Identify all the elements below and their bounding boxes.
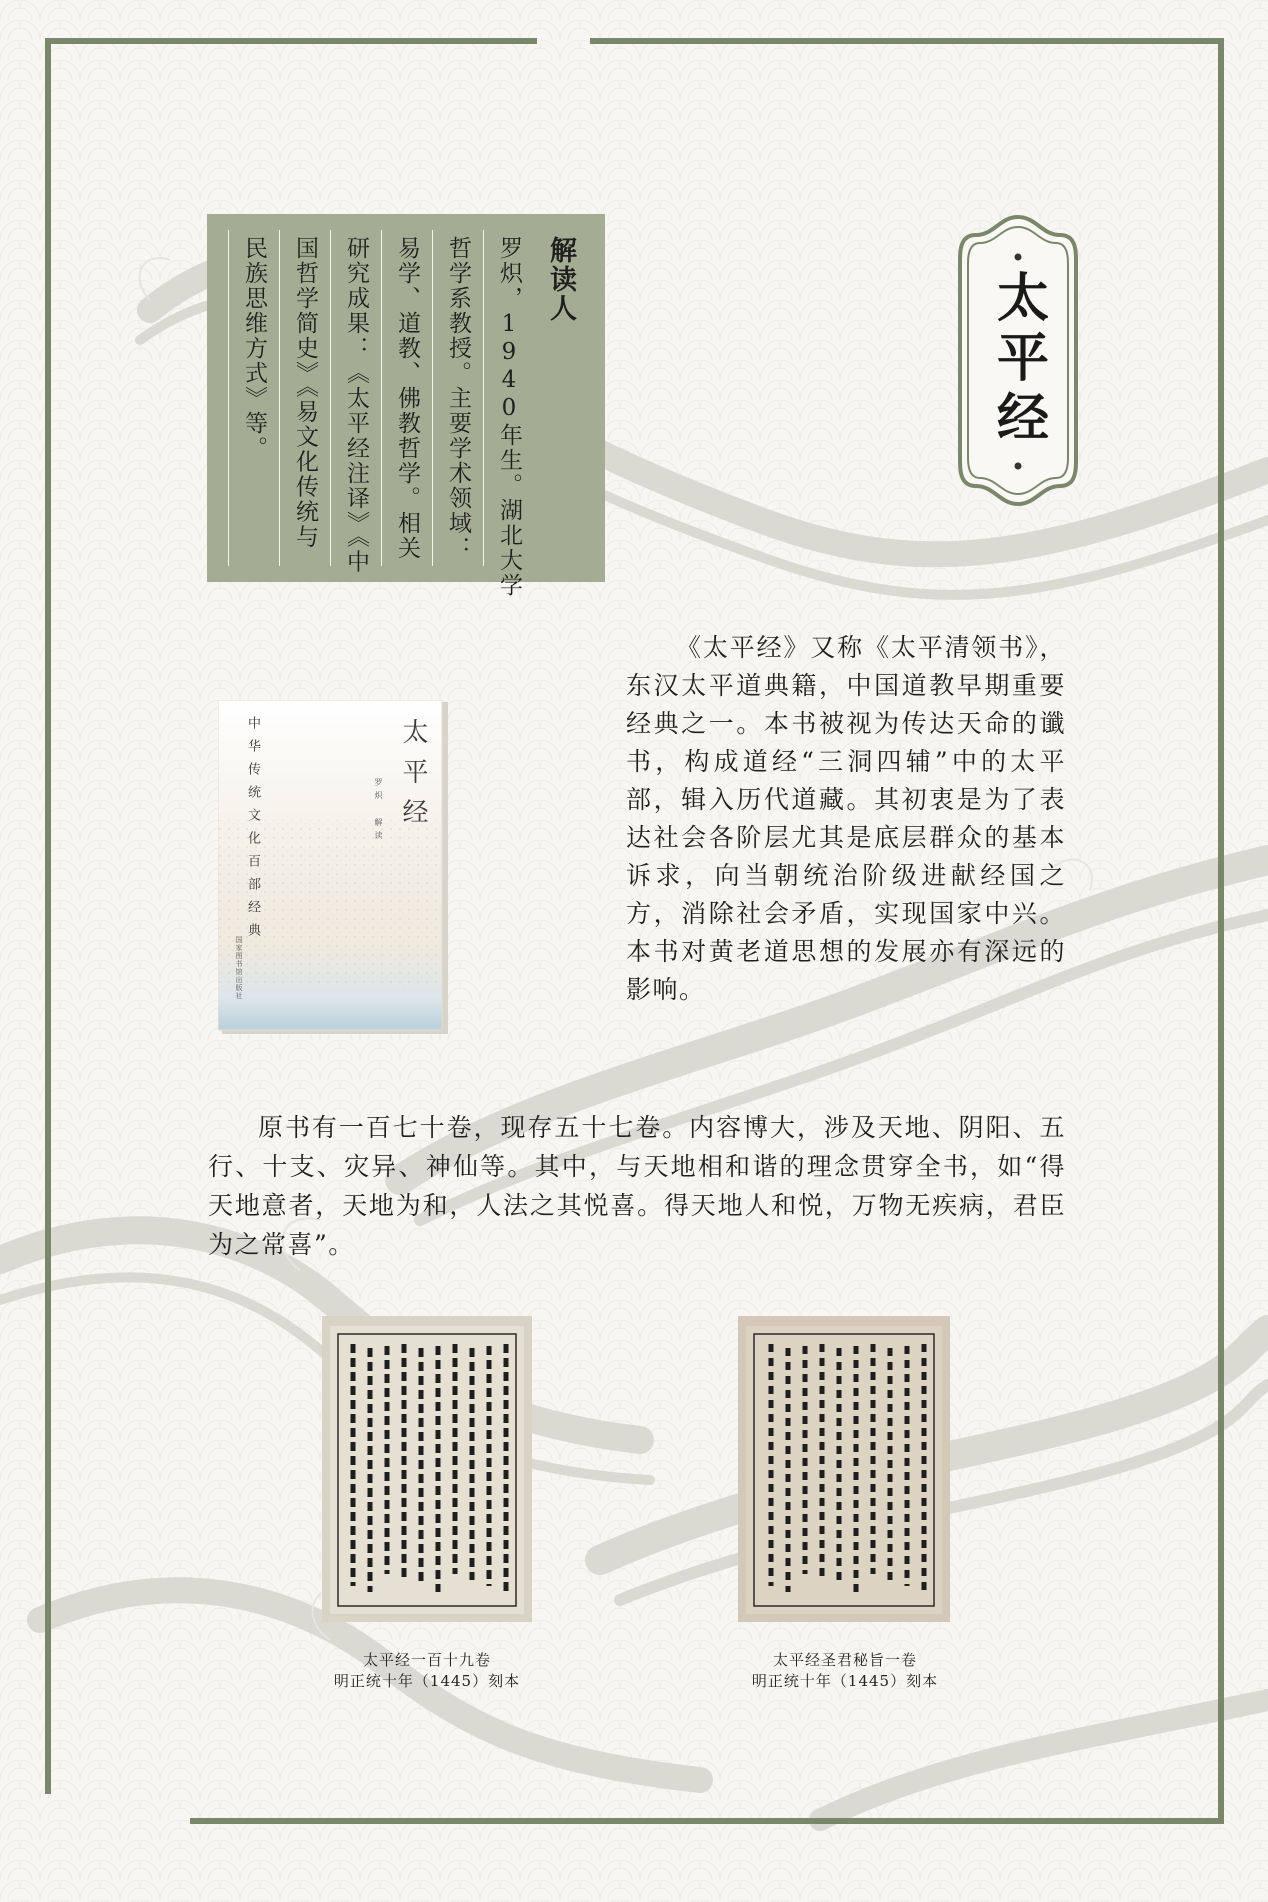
book-cover	[218, 700, 450, 1036]
interpreter-heading: 解读人	[545, 236, 576, 323]
interpreter-line: 易学、道教、佛教哲学。相关	[381, 230, 432, 566]
book-title: 太平经	[398, 718, 428, 838]
interpreter-line: 罗炽，1940年生。湖北大学	[483, 230, 534, 566]
content-paragraph: 原书有一百七十卷，现存五十七卷。内容博大，涉及天地、阴阳、五行、十支、灾异、神仙等。其中，与天地相和谐的理念贯穿全书，如“得天地意者，天地为和，人法之其悦喜。得天地人和悦，万物无疾病，君臣为之常喜”。	[208, 1113, 1066, 1259]
frame-bottom	[190, 1818, 1224, 1824]
page-title: 太平经	[987, 270, 1049, 450]
intro-paragraph: 《太平经》又称《太平清领书》，东汉太平道典籍，中国道教早期重要经典之一。本书被视为传达天命的谶书，构成道经“三洞四辅”中的太平部，辑入历代道藏。其初衷是为了表达社会各阶层尤其是底层群众的基本诉求，向当朝统治阶级进献经国之方，消除社会矛盾，实现国家中兴。本书对黄老道思想的发展亦有深远的影响。	[626, 633, 1066, 1004]
book-series: 中华传统文化百部经典	[245, 716, 260, 946]
frame-left	[45, 38, 51, 1794]
manuscript-page-art	[738, 1316, 950, 1622]
frame-top-left	[45, 38, 537, 44]
manuscript-page-art	[322, 1316, 532, 1622]
interpreter-line: 民族思维方式》等。	[228, 230, 279, 566]
caption-edition: 明正统十年（1445）刻本	[751, 1672, 939, 1690]
interpreter-panel	[207, 214, 605, 598]
interpreter-columns	[227, 230, 585, 598]
interpreter-line: 哲学系教授。主要学术领域：	[432, 230, 483, 566]
frame-right	[1218, 38, 1224, 1824]
interpreter-line: 研究成果：《太平经注译》《中	[330, 230, 381, 566]
frame-top-right	[590, 38, 1224, 44]
book-publisher: 国家图书馆出版社	[235, 936, 243, 1000]
caption-edition: 明正统十年（1445）刻本	[333, 1672, 521, 1690]
manuscript-caption-2	[714, 1650, 976, 1692]
caption-title: 太平经圣君秘旨一卷	[772, 1651, 917, 1669]
manuscript-caption-1	[296, 1650, 558, 1692]
interpreter-line: 国哲学简史》《易文化传统与	[279, 230, 330, 566]
manuscript-image-1	[322, 1316, 532, 1622]
manuscript-image-2	[738, 1316, 950, 1622]
book-author: 罗炽 解读	[374, 778, 383, 844]
caption-title: 太平经一百十九卷	[362, 1651, 491, 1669]
